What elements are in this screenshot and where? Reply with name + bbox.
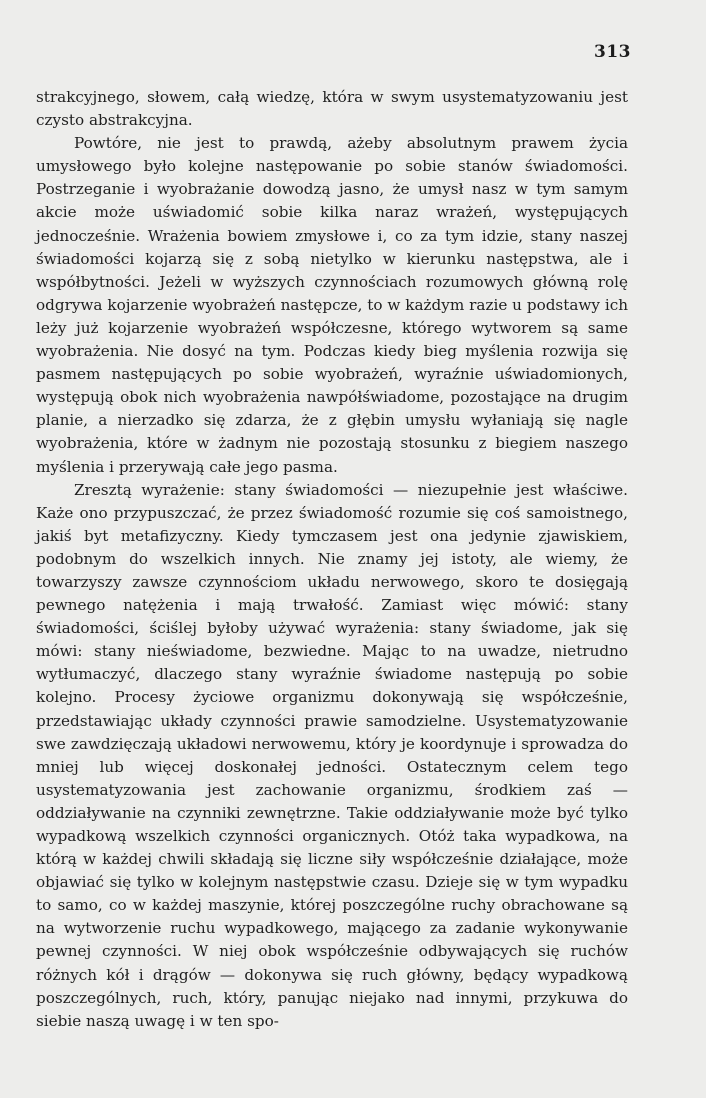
paragraph: Zresztą wyrażenie: stany świadomości — niezupełnie jest właściwe. Każe ono przypuszczać, że przez świadomość rozumie się coś samoistnego, jakiś byt metafizyczny. Kiedy tymczasem jest ona jedynie zjawiskiem, podobnym do wszelkich innych. Nie znamy jej istoty, ale wiemy, że towarzyszy zawsze czynnościom układu nerwowego, skoro te dosięgają pewnego natężenia i mają trwałość. Zamiast więc mówić: stany świadomości, ściślej byłoby używać wyrażenia: stany świadome, jak się mówi: stany nieświadome, bezwiedne. Mając to na uwadze, nietrudno wytłumaczyć, dlaczego stany wyraźnie świadome następują po sobie kolejno. Procesy życiowe organizmu dokonywają się współcześnie, przedstawiając układy czynności prawie samodzielne. Usystematyzowanie swe zawdzięczają układowi nerwowemu, który je koordynuje i sprowadza do mniej lub więcej doskonałej jedności. Ostatecznym celem tego usystematyzowania jest zachowanie organizmu, środkiem zaś — oddziaływanie na czynniki zewnętrzne. Takie oddziaływanie może być tylko wypadkową wszelkich czynności organicznych. Otóż taka wypadkowa, na którą w każdej chwili składają się liczne siły współcześnie działające, może objawiać się tylko w kolejnym następstwie czasu. Dzieje się w tym wypadku to samo, co w każdej maszynie, której poszczególne ruchy obrachowane są na wytworzenie ruchu wypadkowego, mającego za zadanie wykonywanie pewnej czynności. W niej obok współcześnie odbywających się ruchów różnych kół i drągów — dokonywa się ruch główny, będący wypadkową poszczególnych, ruch, który, panując niejako nad innymi, przykuwa do siebie naszą uwagę i w ten spo- xyxy=(36,480,628,1030)
paragraph: Powtóre, nie jest to prawdą, ażeby absolutnym prawem życia umysłowego było kolejne następowanie po sobie stanów świadomości. Postrzeganie i wyobrażanie dowodzą jasno, że umysł nasz w tym samym akcie może uświadomić sobie kilka naraz wrażeń, występujących jednocześnie. Wrażenia bowiem zmysłowe i, co za tym idzie, stany naszej świadomości kojarzą się z sobą nietylko w kierunku następstwa, ale i współbytności. Jeżeli w wyższych czynnościach rozumowych główną rolę odgrywa kojarzenie wyobrażeń następcze, to w każdym razie u podstawy ich leży już kojarzenie wyobrażeń współczesne, którego wytworem są same wyobrażenia. Nie dosyć na tym. Podczas kiedy bieg myślenia rozwija się pasmem następujących po sobie wyobrażeń, wyraźnie uświadomionych, występują obok nich wyobrażenia nawpółświadome, pozostające na drugim planie, a nierzadko się zdarza, że z głębin umysłu wyłaniają się nagle wyobrażenia, które w żadnym nie pozostają stosunku z biegiem naszego myślenia i przerywają całe jego pasma. xyxy=(36,134,628,476)
body-text xyxy=(36,86,628,1033)
page-edge-margin xyxy=(706,0,720,1098)
paragraph-continuation: strakcyjnego, słowem, całą wiedzę, która w swym usystematyzowaniu jest czysto abstrakcyjna. xyxy=(36,88,628,130)
page-number: 313 xyxy=(594,42,631,62)
